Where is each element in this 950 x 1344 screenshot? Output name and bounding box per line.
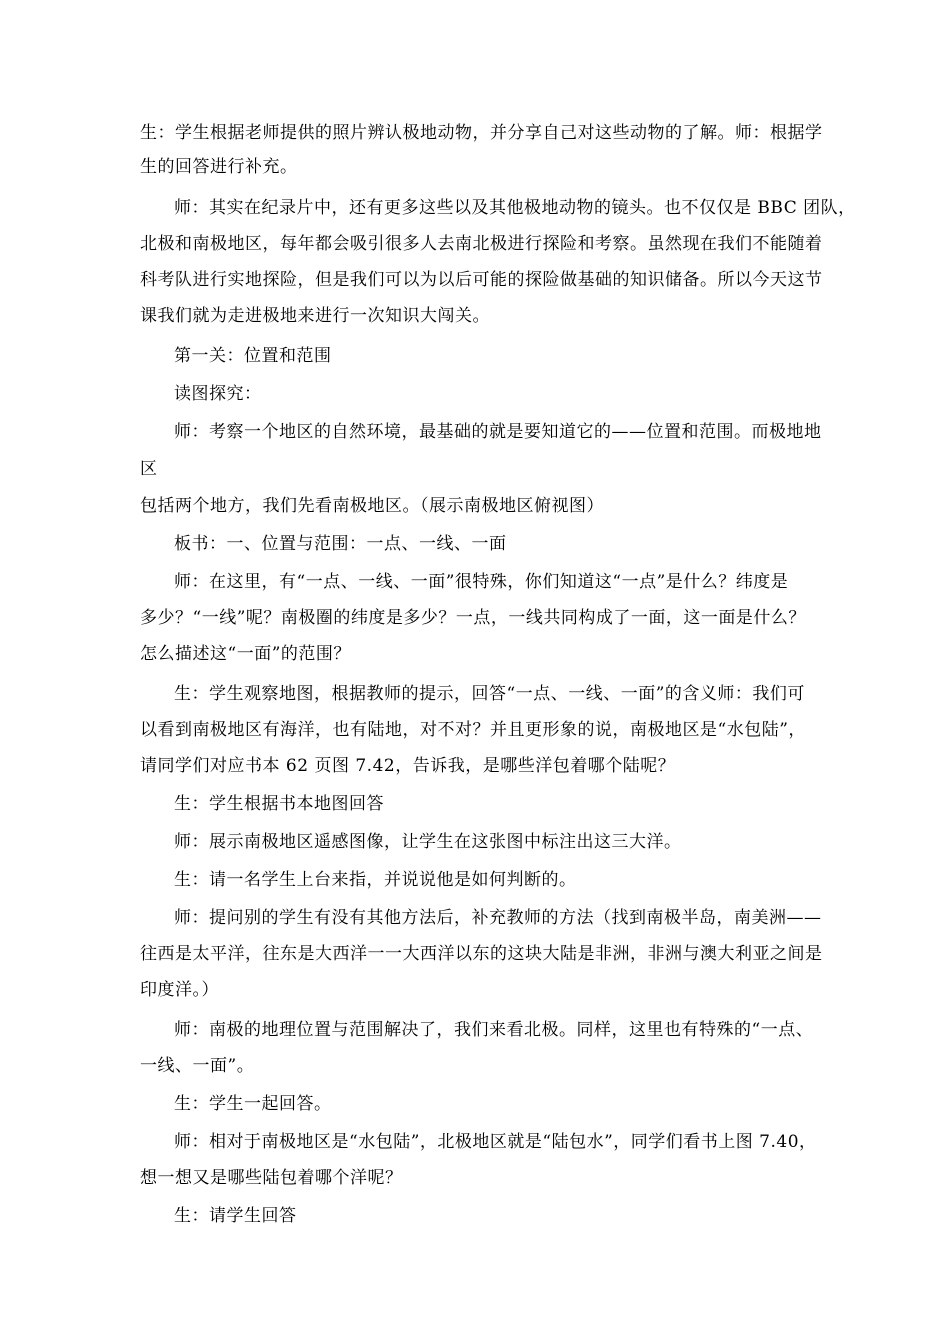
paragraph-line: 以看到南极地区有海洋，也有陆地，对不对？并且更形象的说，南极地区是“水包陆”， <box>140 720 806 740</box>
paragraph-line: 板书：一、位置与范围：一点、一线、一面 <box>174 534 507 554</box>
paragraph-line: 印度洋。） <box>140 980 219 1000</box>
paragraph-line: 读图探究： <box>174 384 262 404</box>
paragraph-line: 生：学生观察地图，根据教师的提示，回答“一点、一线、一面”的含义师：我们可 <box>174 684 805 704</box>
paragraph-line: 生：请学生回答 <box>174 1206 297 1226</box>
paragraph-line: 生的回答进行补充。 <box>140 157 298 177</box>
paragraph-line: 一线、一面”。 <box>140 1056 255 1076</box>
paragraph-line: 师：展示南极地区遥感图像，让学生在这张图中标注出这三大洋。 <box>174 832 682 852</box>
paragraph-line: 师：提问别的学生有没有其他方法后，补充教师的方法（找到南极半岛，南美洲—— <box>174 908 822 928</box>
paragraph-line: 想一想又是哪些陆包着哪个洋呢？ <box>140 1168 403 1188</box>
paragraph-line: 生：学生根据老师提供的照片辨认极地动物，并分享自己对这些动物的了解。师：根据学 <box>140 123 823 143</box>
paragraph-line: 生：学生一起回答。 <box>174 1094 332 1114</box>
paragraph-line: 北极和南极地区，每年都会吸引很多人去南北极进行探险和考察。虽然现在我们不能随着 <box>140 234 823 254</box>
paragraph-line: 请同学们对应书本 62 页图 7.42，告诉我，是哪些洋包着哪个陆呢？ <box>140 756 676 776</box>
paragraph-line: 往西是太平洋，往东是大西洋一一大西洋以东的这块大陆是非洲，非洲与澳大利亚之间是 <box>140 944 823 964</box>
paragraph-line: 师：其实在纪录片中，还有更多这些以及其他极地动物的镜头。也不仅仅是 BBC 团队， <box>174 198 856 218</box>
paragraph-line: 课我们就为走进极地来进行一次知识大闯关。 <box>140 306 490 326</box>
paragraph-line: 区 <box>140 459 158 479</box>
paragraph-line: 师：相对于南极地区是“水包陆”，北极地区就是“陆包水”，同学们看书上图 7.40， <box>174 1132 817 1152</box>
paragraph-line: 师：南极的地理位置与范围解决了，我们来看北极。同样，这里也有特殊的“一点、 <box>174 1020 814 1040</box>
section-heading: 第一关：位置和范围 <box>174 346 332 366</box>
paragraph-line: 生：请一名学生上台来指，并说说他是如何判断的。 <box>174 870 577 890</box>
paragraph-line: 师：考察一个地区的自然环境，最基础的就是要知道它的——位置和范围。而极地地 <box>174 422 822 442</box>
paragraph-line: 多少？“一线”呢？南极圈的纬度是多少？一点，一线共同构成了一面，这一面是什么？ <box>140 608 806 628</box>
paragraph-line: 生：学生根据书本地图回答 <box>174 794 384 814</box>
paragraph-line: 科考队进行实地探险，但是我们可以为以后可能的探险做基础的知识储备。所以今天这节 <box>140 270 823 290</box>
paragraph-line: 包括两个地方，我们先看南极地区。（展示南极地区俯视图） <box>140 496 604 516</box>
paragraph-line: 师：在这里，有“一点、一线、一面”很特殊，你们知道这“一点”是什么？纬度是 <box>174 572 789 592</box>
paragraph-line: 怎么描述这“一面”的范围？ <box>140 644 351 664</box>
